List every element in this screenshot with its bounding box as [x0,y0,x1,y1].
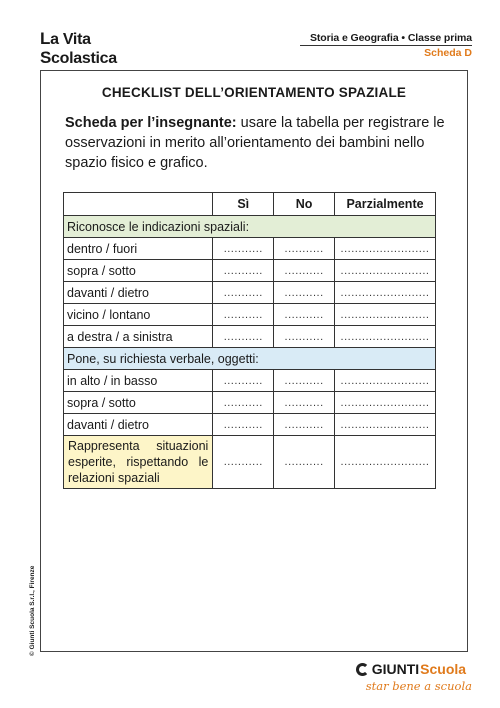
subject-label: Storia e Geografia • Classe prima [309,32,472,44]
checkbox-no[interactable]: ........... [274,326,335,348]
brand-initial-l: L [40,29,51,48]
header-si: Sì [213,193,274,216]
checkbox-parzialmente[interactable]: ......................... [335,304,436,326]
row-label: davanti / dietro [64,282,213,304]
table-row [64,282,436,304]
worksheet-panel [40,70,468,652]
copyright-notice: © Giunti Scuola S.r.l., Firenze [29,565,36,656]
checkbox-si[interactable]: ........... [213,326,274,348]
table-row [64,238,436,260]
header-parzialmente: Parzialmente [335,193,436,216]
checkbox-si[interactable]: ........... [213,238,274,260]
checkbox-si[interactable]: ........... [213,370,274,392]
logo-giunti-text: GIUNTI [371,661,420,677]
checkbox-parzialmente[interactable]: ......................... [335,282,436,304]
checkbox-parzialmente[interactable]: ......................... [335,260,436,282]
checkbox-si[interactable]: ........... [213,436,274,489]
row-label: Rappresenta situazioni esperite, rispettando le relazioni spaziali [64,436,213,489]
checkbox-parzialmente[interactable]: ......................... [335,370,436,392]
header-no: No [274,193,335,216]
checkbox-no[interactable]: ........... [274,414,335,436]
page-title: CHECKLIST DELL’ORIENTAMENTO SPAZIALE [101,85,407,100]
checkbox-no[interactable]: ........... [274,370,335,392]
logo-tagline: star bene a scuola [365,679,472,693]
publisher-logo [356,662,472,693]
table-row-rappresenta [64,436,436,489]
checkbox-parzialmente[interactable]: ......................... [335,326,436,348]
intro-label: Scheda per l’insegnante: [65,115,237,131]
row-label: davanti / dietro [64,414,213,436]
section-row-riconosce [64,216,436,238]
checkbox-parzialmente[interactable]: ......................... [335,392,436,414]
checkbox-parzialmente[interactable]: ......................... [335,436,436,489]
checkbox-si[interactable]: ........... [213,260,274,282]
table-row [64,392,436,414]
header-divider [300,45,472,46]
table-row [64,260,436,282]
checkbox-si[interactable]: ........... [213,304,274,326]
row-label: vicino / lontano [64,304,213,326]
table-row [64,304,436,326]
row-label: a destra / a sinistra [64,326,213,348]
sheet-id-label: Scheda D [424,47,472,59]
intro-text: usare la tabella per registrare le osservazioni in merito all’orientamento dei bambini nello spazio fisico e grafico. [65,115,445,171]
checklist-table [63,192,436,489]
checkbox-no[interactable]: ........... [274,282,335,304]
checkbox-parzialmente[interactable]: ......................... [335,414,436,436]
table-row [64,414,436,436]
brand-line-2 [40,49,117,67]
checkbox-no[interactable]: ........... [274,436,335,489]
header-empty-cell [64,193,213,216]
checkbox-parzialmente[interactable]: ......................... [335,238,436,260]
logo-row [356,662,472,676]
intro-paragraph [65,113,451,173]
row-label: in alto / in basso [64,370,213,392]
table-row [64,370,436,392]
table-header-row [64,193,436,216]
brand-line-1 [40,30,117,48]
section-label: Riconosce le indicazioni spaziali: [64,216,436,238]
checkbox-no[interactable]: ........... [274,304,335,326]
section-row-pone [64,348,436,370]
logo-scuola-text: Scuola [420,661,467,677]
checkbox-no[interactable]: ........... [274,260,335,282]
brand-initial-s: S [40,48,52,67]
checkbox-si[interactable]: ........... [213,414,274,436]
checkbox-no[interactable]: ........... [274,238,335,260]
row-label: sopra / sotto [64,260,213,282]
brand-word-vita: a Vita [50,31,91,48]
checkbox-si[interactable]: ........... [213,282,274,304]
row-label: dentro / fuori [64,238,213,260]
brand-logo [40,30,117,67]
checkbox-no[interactable]: ........... [274,392,335,414]
giunti-g-icon [356,663,369,676]
brand-word-scolastica: colastica [51,50,117,67]
table-row [64,326,436,348]
checkbox-si[interactable]: ........... [213,392,274,414]
row-label: sopra / sotto [64,392,213,414]
section-label: Pone, su richiesta verbale, oggetti: [64,348,436,370]
